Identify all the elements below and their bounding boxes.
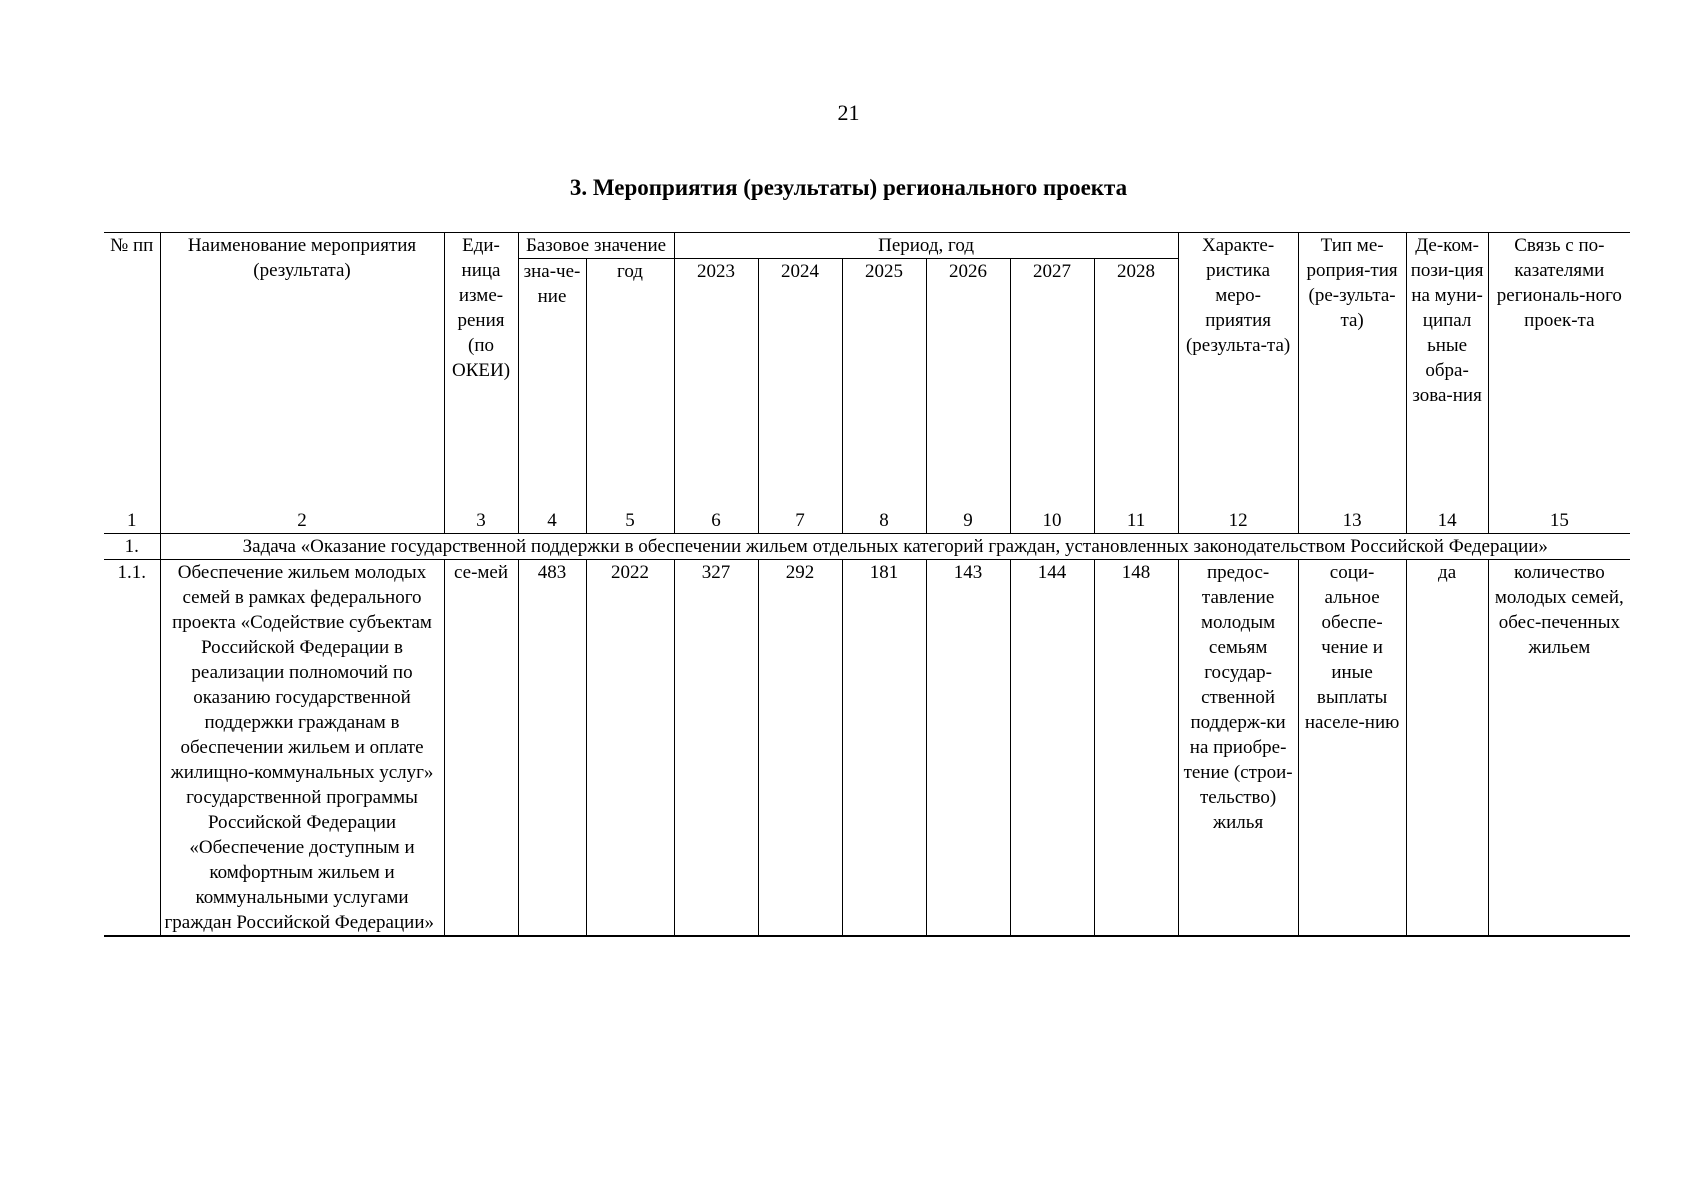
header-year: 2027 bbox=[1010, 259, 1094, 509]
task-row bbox=[104, 533, 1630, 559]
column-number: 14 bbox=[1406, 509, 1488, 534]
header-characteristic: Характе-ристика меро-приятия (результа-та) bbox=[1178, 233, 1298, 509]
row-value-2024: 292 bbox=[758, 559, 842, 936]
header-link: Связь с по-казателями региональ-ного проек-та bbox=[1488, 233, 1630, 509]
column-number: 4 bbox=[518, 509, 586, 534]
column-number: 8 bbox=[842, 509, 926, 534]
header-year: 2024 bbox=[758, 259, 842, 509]
header-name: Наименование мероприятия (результата) bbox=[160, 233, 444, 509]
header-period: Период, год bbox=[674, 233, 1178, 259]
column-number: 12 bbox=[1178, 509, 1298, 534]
row-characteristic: предос-тавление молодым семьям государ-ственной поддерж-ки на приобре-тение (строи-тельство) жилья bbox=[1178, 559, 1298, 936]
column-number: 11 bbox=[1094, 509, 1178, 534]
header-unit: Еди-ница изме-рения (по ОКЕИ) bbox=[444, 233, 518, 509]
page-number: 21 bbox=[837, 100, 860, 125]
header-base: Базовое значение bbox=[518, 233, 674, 259]
row-decomposition: да bbox=[1406, 559, 1488, 936]
column-number: 5 bbox=[586, 509, 674, 534]
task-text: Задача «Оказание государственной поддержки в обеспечении жильем отдельных категорий граждан, установленных законодательством Российской Федерации» bbox=[160, 533, 1630, 559]
row-value-2028: 148 bbox=[1094, 559, 1178, 936]
events-table bbox=[104, 232, 1630, 937]
header-year: 2028 bbox=[1094, 259, 1178, 509]
section-title: 3. Мероприятия (результаты) регионального проекта bbox=[569, 175, 1128, 200]
row-base-value: 483 bbox=[518, 559, 586, 936]
column-number: 7 bbox=[758, 509, 842, 534]
row-num: 1.1. bbox=[104, 559, 160, 936]
column-number: 1 bbox=[104, 509, 160, 534]
column-number: 3 bbox=[444, 509, 518, 534]
column-number: 9 bbox=[926, 509, 1010, 534]
row-link: количество молодых семей, обес-печенных жильем bbox=[1488, 559, 1630, 936]
header-base-year: год bbox=[586, 259, 674, 509]
header-year: 2025 bbox=[842, 259, 926, 509]
column-number: 13 bbox=[1298, 509, 1406, 534]
row-value-2026: 143 bbox=[926, 559, 1010, 936]
row-value-2023: 327 bbox=[674, 559, 758, 936]
header-year: 2023 bbox=[674, 259, 758, 509]
header-type: Тип ме-роприя-тия (ре-зульта-та) bbox=[1298, 233, 1406, 509]
column-number: 10 bbox=[1010, 509, 1094, 534]
column-numbers-row bbox=[104, 509, 1630, 534]
header-year: 2026 bbox=[926, 259, 1010, 509]
header-row-1 bbox=[104, 233, 1630, 259]
row-unit: се-мей bbox=[444, 559, 518, 936]
row-base-year: 2022 bbox=[586, 559, 674, 936]
column-number: 15 bbox=[1488, 509, 1630, 534]
column-number: 6 bbox=[674, 509, 758, 534]
row-value-2027: 144 bbox=[1010, 559, 1094, 936]
row-name: Обеспечение жильем молодых семей в рамках федерального проекта «Содействие субъектам Российской Федерации в реализации полномочий по оказанию государственной поддержки гражданам в обеспечении жильем и оплате жилищно-коммунальных услуг» государственной программы Российской Федерации «Обеспечение доступным и комфортным жильем и коммунальными услугами граждан Российской Федерации» bbox=[160, 559, 444, 936]
header-base-value: зна-че-ние bbox=[518, 259, 586, 509]
task-num: 1. bbox=[104, 533, 160, 559]
row-type: соци-альное обеспе-чение и иные выплаты населе-нию bbox=[1298, 559, 1406, 936]
row-value-2025: 181 bbox=[842, 559, 926, 936]
header-decomposition: Де-ком-пози-ция на муни-ципал ьные обра-зова-ния bbox=[1406, 233, 1488, 509]
table-row bbox=[104, 559, 1630, 936]
header-num: № пп bbox=[104, 233, 160, 509]
column-number: 2 bbox=[160, 509, 444, 534]
